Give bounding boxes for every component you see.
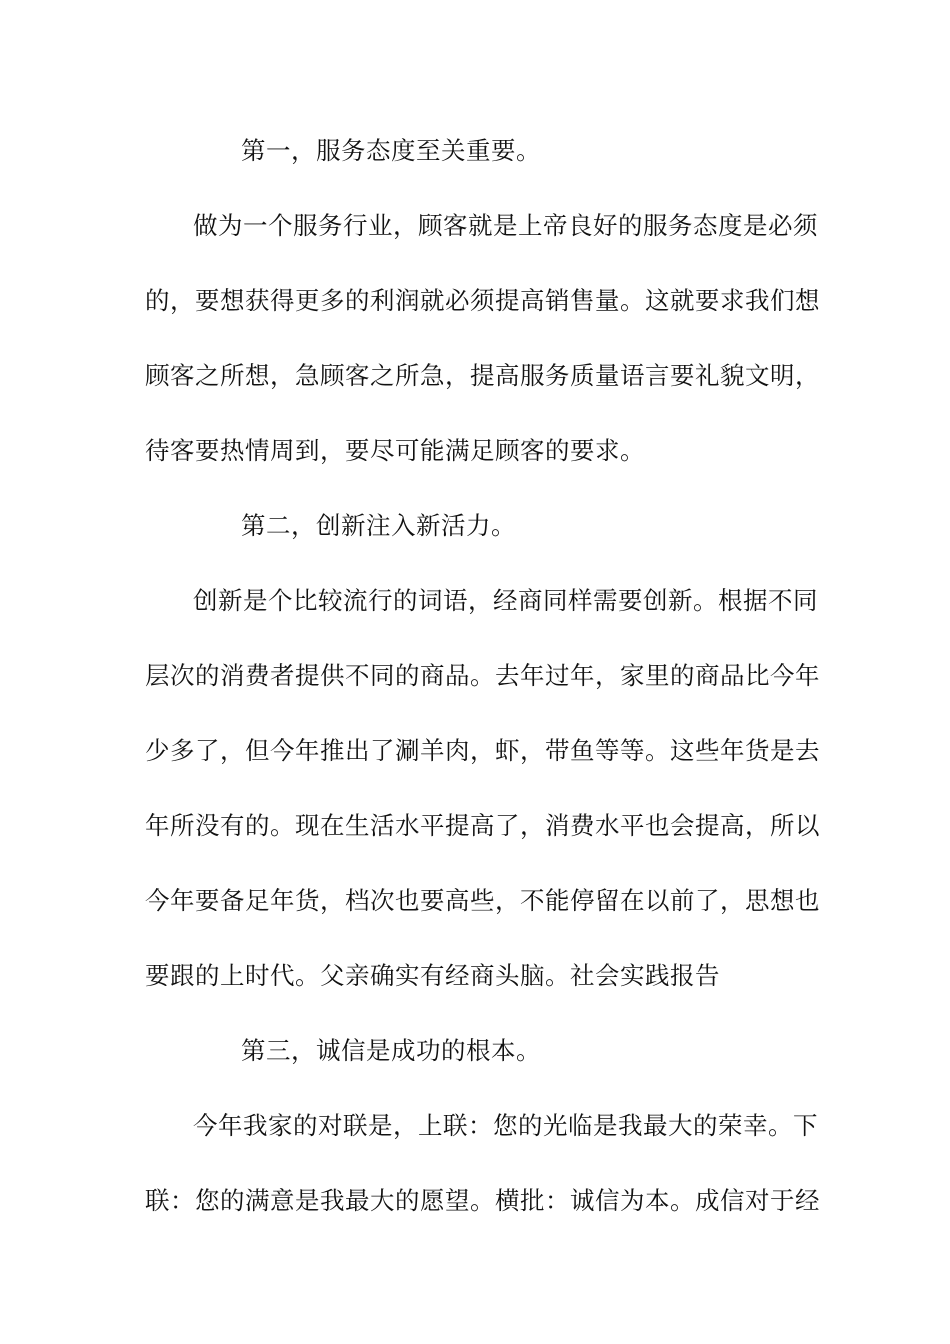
paragraph-line: 今年我家的对联是，上联：您的光临是我最大的荣幸。下 (193, 1111, 818, 1140)
paragraph-line: 今年要备足年货，档次也要高些，不能停留在以前了，思想也 (145, 886, 820, 915)
paragraph-line: 年所没有的。现在生活水平提高了，消费水平也会提高，所以 (145, 811, 820, 840)
paragraph-line: 联：您的满意是我最大的愿望。横批：诚信为本。成信对于经 (145, 1186, 820, 1215)
paragraph-line: 的，要想获得更多的利润就必须提高销售量。这就要求我们想 (145, 286, 820, 315)
paragraph-line: 做为一个服务行业，顾客就是上帝良好的服务态度是必须 (193, 211, 818, 240)
heading-innovation: 第二，创新注入新活力。 (241, 511, 516, 540)
paragraph-line: 层次的消费者提供不同的商品。去年过年，家里的商品比今年 (145, 661, 820, 690)
paragraph-line: 待客要热情周到，要尽可能满足顾客的要求。 (145, 436, 645, 465)
paragraph-line: 创新是个比较流行的词语，经商同样需要创新。根据不同 (193, 586, 818, 615)
paragraph-line: 要跟的上时代。父亲确实有经商头脑。社会实践报告 (145, 961, 720, 990)
paragraph-line: 顾客之所想，急顾客之所急，提高服务质量语言要礼貌文明， (145, 361, 820, 390)
heading-service-attitude: 第一，服务态度至关重要。 (241, 136, 541, 165)
paragraph-line: 少多了，但今年推出了涮羊肉，虾，带鱼等等。这些年货是去 (145, 736, 820, 765)
heading-integrity: 第三，诚信是成功的根本。 (241, 1036, 541, 1065)
